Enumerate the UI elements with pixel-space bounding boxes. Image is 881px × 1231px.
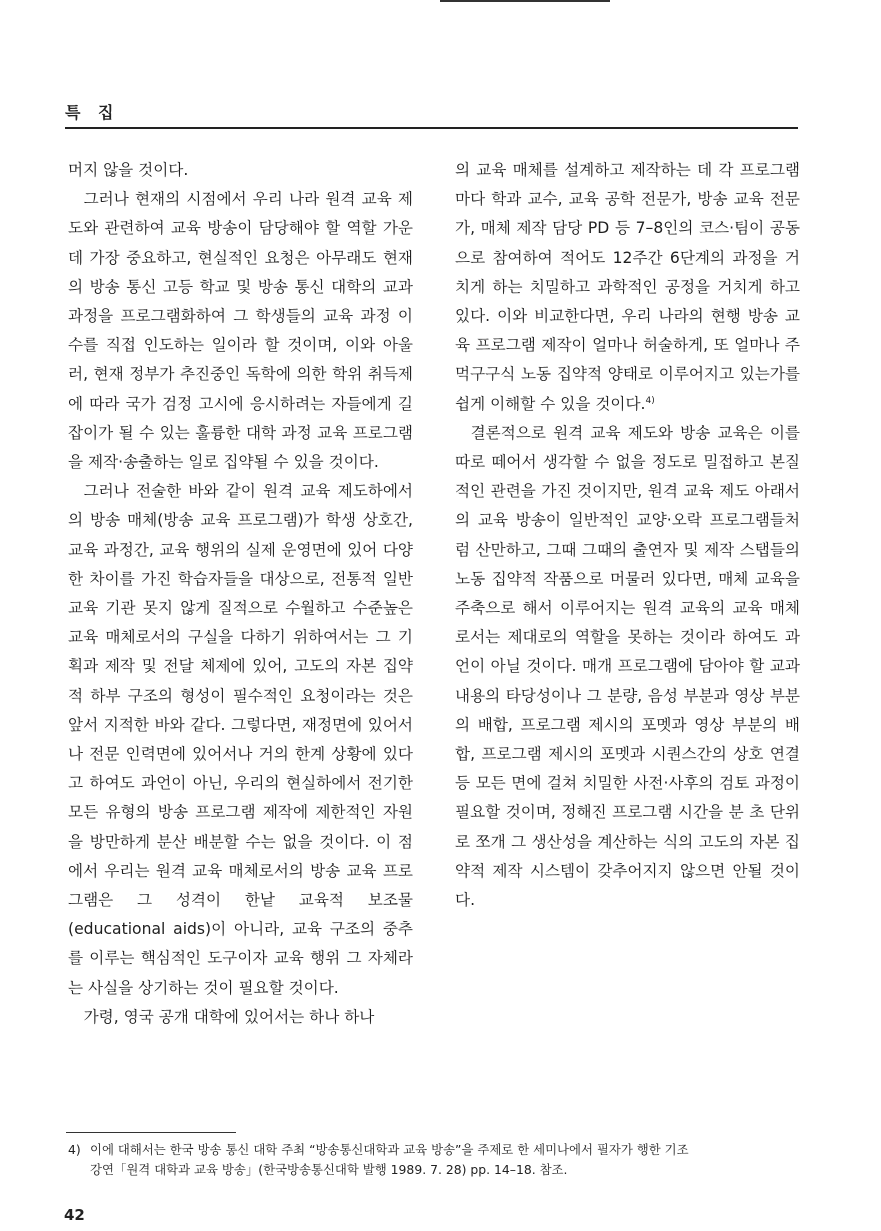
footnote-line	[68, 1140, 798, 1160]
left-column	[68, 156, 413, 1032]
footnote-ref: 4)	[645, 395, 655, 406]
paragraph: 가령, 영국 공개 대학에 있어서는 하나 하나	[83, 1007, 375, 1026]
section-label: 특 집	[65, 103, 120, 122]
header-rule	[65, 127, 798, 129]
paragraph: 결론적으로 원격 교육 제도와 방송 교육은 이를 따로 떼어서 생각할 수 없을 정도로 밀접하고 본질적인 관련을 가진 것이지만, 원격 교육 제도 아래서의 교육 방송이 일반적인 교양·오락 프로그램들처럼 산만하고, 그때 그때의 출연자 및 제작 스탭들의 노동 집약적 작품으로 머물러 있다면, 매체 교육을 주축으로 해서 이루어지는 원격 교육의 교육 매체로서는 제대로의 역할을 못하는 것이라 하여도 과언이 아닐 것이다. 매개 프로그램에 담아야 할 교과 내용의 타당성이나 그 분량, 음성 부분과 영상 부분의 배합, 프로그램 제시의 포멧과 영상 부분의 배합, 프로그램 제시의 포멧과 시퀀스간의 상호 연결 등 모든 면에 걸쳐 치밀한 사전·사후의 검토 과정이 필요할 것이며, 정해진 프로그램 시간을 분 초 단위로 쪼개 그 생산성을 계산하는 식의 고도의 자본 집약적 제작 시스템이 갖추어지지 않으면 안될 것이다.	[455, 423, 800, 910]
footnote-rule	[66, 1132, 236, 1133]
right-column	[455, 156, 800, 915]
paragraph: 그러나 전술한 바와 같이 원격 교육 제도하에서의 방송 매체(방송 교육 프로그램)가 학생 상호간, 교육 과정간, 교육 행위의 실제 운영면에 있어 다양한 차이를 가진 학습자들을 대상으로, 전통적 일반 교육 기관 못지 않게 질적으로 수월하고 수준높은 교육 매체로서의 구실을 다하기 위하여서는 그 기획과 제작 및 전달 체제에 있어, 고도의 자본 집약적 하부 구조의 형성이 필수적인 요청이라는 것은 앞서 지적한 바와 같다. 그렇다면, 재정면에 있어서나 전문 인력면에 있어서나 거의 한계 상황에 있다고 하여도 과언이 아닌, 우리의 현실하에서 전기한 모든 유형의 방송 프로그램 제작에 제한적인 자원을 방만하게 분산 배분할 수는 없을 것이다. 이 점에서 우리는 원격 교육 매체로서의 방송 교육 프로그램은 그 성격이 한낱 교육적 보조물(educational aids)이 아니라, 교육 구조의 중추를 이루는 핵심적인 도구이자 교육 행위 그 자체라는 사실을 상기하는 것이 필요할 것이다.	[68, 482, 413, 997]
paragraph-text: 의 교육 매체를 설계하고 제작하는 데 각 프로그램마다 학과 교수, 교육 공학 전문가, 방송 교육 전문가, 매체 제작 담당 PD 등 7–8인의 코스·팀이 공동으로 참여하여 적어도 12주간 6단계의 과정을 거치게 하는 치밀하고 과학적인 공정을 거치게 하고 있다. 이와 비교한다면, 우리 나라의 현행 방송 교육 프로그램 제작이 얼마나 허술하게, 또 얼마나 주먹구구식 노동 집약적 양태로 이루어지고 있는가를 쉽게 이해할 수 있을 것이다.	[455, 161, 800, 413]
page-number: 42	[64, 1206, 85, 1224]
footnote-text: 이에 대해서는 한국 방송 통신 대학 주최 “방송통신대학과 교육 방송”을 주제로 한 세미나에서 필자가 행한 기조	[90, 1142, 689, 1157]
footnote	[68, 1140, 798, 1180]
paragraph: 머지 않을 것이다.	[68, 161, 189, 179]
paragraph	[455, 156, 800, 419]
paragraph: 그러나 현재의 시점에서 우리 나라 원격 교육 제도와 관련하여 교육 방송이 담당해야 할 역할 가운데 가장 중요하고, 현실적인 요청은 아무래도 현재의 방송 통신 고등 학교 및 방송 통신 대학의 교과 과정을 프로그램화하여 그 학생들의 교육 과정 이수를 직접 인도하는 일이라 할 것이며, 이와 아울러, 현재 정부가 추진중인 독학에 의한 학위 취득제에 따라 국가 검정 고시에 응시하려는 자들에게 길잡이가 될 수 있는 훌륭한 대학 과정 교육 프로그램을 제작·송출하는 일로 집약될 수 있을 것이다.	[68, 190, 413, 472]
footnote-number: 4)	[68, 1142, 81, 1157]
top-rule	[440, 0, 610, 2]
footnote-line: 강연「원격 대학과 교육 방송」(한국방송통신대학 발행 1989. 7. 28) pp. 14–18. 참조.	[90, 1162, 568, 1177]
